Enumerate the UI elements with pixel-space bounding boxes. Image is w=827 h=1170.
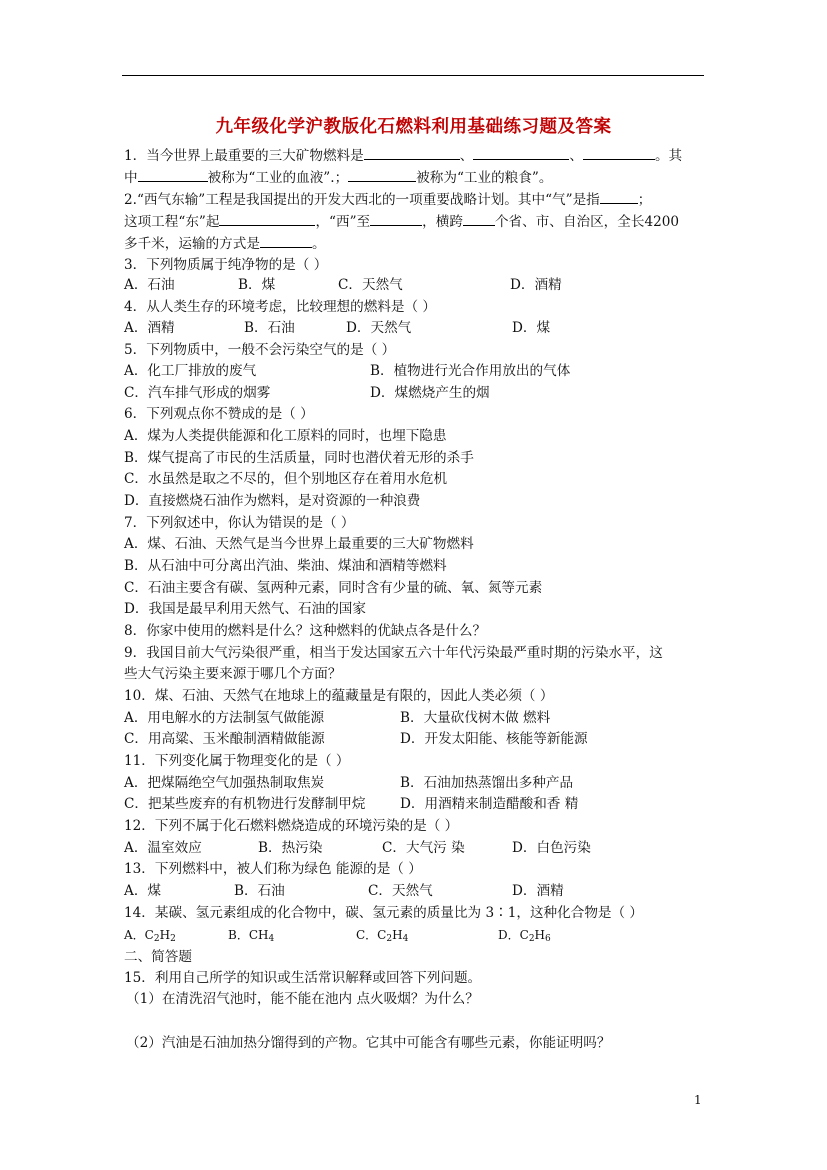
option-a: A．把煤隔绝空气加强热制取焦炭 bbox=[124, 775, 325, 791]
q10-options-1 bbox=[124, 709, 550, 727]
option-c: C．天然气 bbox=[338, 277, 403, 293]
option-b: B．植物进行光合作用放出的气体 bbox=[370, 363, 571, 379]
option-d: D．酒精 bbox=[512, 883, 564, 899]
q2-line1 bbox=[124, 190, 651, 209]
option-d: D．酒精 bbox=[510, 277, 562, 293]
option-d: D．用酒精来制造醋酸和香 精 bbox=[400, 796, 579, 812]
option-a: A．$C_2H_2$ bbox=[124, 928, 176, 944]
option-a: A．煤 bbox=[124, 883, 162, 899]
option-c: C．石油主要含有碳、氢两种元素，同时含有少量的硫、氧、氮等元素 bbox=[124, 580, 543, 596]
header-rule bbox=[122, 75, 704, 76]
option-d: D．$C_2H_6$ bbox=[498, 928, 551, 944]
q1-sep: 、 bbox=[569, 148, 583, 164]
option-c: C．天然气 bbox=[368, 883, 433, 899]
q10-stem: 10．煤、石油、天然气在地球上的蕴藏量是有限的，因此人类必须（ ） bbox=[124, 688, 554, 704]
q2-blank-1[interactable] bbox=[600, 190, 638, 204]
q1-text: 。其 bbox=[654, 148, 683, 164]
q11-options-2 bbox=[124, 795, 578, 813]
q5-options-2 bbox=[124, 384, 490, 402]
q12-options bbox=[124, 839, 591, 857]
option-c: C．汽车排气形成的烟雾 bbox=[124, 385, 271, 401]
q10-options-2 bbox=[124, 730, 588, 748]
option-a: A．煤为人类提供能源和化工原料的同时，也埋下隐患 bbox=[124, 428, 447, 444]
q13-options bbox=[124, 882, 564, 900]
q3-stem: 3．下列物质属于纯净物的是（ ） bbox=[124, 257, 328, 273]
q6-stem: 6．下列观点你不赞成的是（ ） bbox=[124, 406, 314, 422]
option-b: B．热污染 bbox=[258, 840, 323, 856]
q12-stem: 12．下列不属于化石燃料燃烧造成的环境污染的是（ ） bbox=[124, 818, 459, 834]
q2-text: 个省、市、自治区，全长4200 bbox=[494, 214, 680, 230]
option-b: B．石油 bbox=[234, 883, 285, 899]
q1-line2 bbox=[124, 168, 552, 187]
q15-part2: （2）汽油是石油加热分馏得到的产物。它其中可能含有哪些元素，你能证明吗？ bbox=[126, 1035, 611, 1051]
option-a: A．石油 bbox=[124, 277, 175, 293]
q4-options bbox=[124, 319, 550, 337]
q1-text: 被称为“工业的血液”.； bbox=[207, 170, 349, 186]
option-b: B．从石油中可分离出汽油、柴油、煤油和酒精等燃料 bbox=[124, 558, 447, 574]
option-d: D．开发太阳能、核能等新能源 bbox=[400, 731, 588, 747]
option-d: D．煤燃烧产生的烟 bbox=[370, 385, 490, 401]
q2-blank-2[interactable] bbox=[219, 212, 315, 226]
q2-text: ，“西”至 bbox=[315, 214, 371, 230]
q9-stem-1: 9．我国目前大气污染很严重，相当于发达国家五六十年代污染最严重时期的污染水平，这 bbox=[124, 645, 663, 661]
q1-text: 中 bbox=[124, 170, 138, 186]
option-d: D．我国是最早利用天然气、石油的国家 bbox=[124, 601, 366, 617]
q2-text: ； bbox=[637, 192, 652, 208]
q15-part1: （1）在清洗沼气池时，能不能在池内 点火吸烟？为什么？ bbox=[126, 991, 479, 1007]
page-number: 1 bbox=[694, 1093, 702, 1107]
q2-line2 bbox=[124, 212, 679, 231]
document-title: 九年级化学沪教版化石燃料利用基础练习题及答案 bbox=[215, 117, 612, 137]
q14-options bbox=[124, 926, 551, 948]
q2-text: 2.“西气东输”工程是我国提出的开发大西北的一项重要战略计划。其中“气”是指 bbox=[124, 192, 600, 208]
q11-options-1 bbox=[124, 774, 573, 792]
q8-stem: 8．你家中使用的燃料是什么？这种燃料的优缺点各是什么？ bbox=[124, 623, 487, 639]
q13-stem: 13．下列燃料中，被人们称为绿色 能源的是（ ） bbox=[124, 861, 422, 877]
q5-options-1 bbox=[124, 362, 570, 380]
option-c: C．$C_2H_4$ bbox=[356, 928, 409, 944]
q1-line1 bbox=[124, 146, 682, 165]
option-d: D．白色污染 bbox=[512, 840, 591, 856]
option-b: B．大量砍伐树木做 燃料 bbox=[400, 710, 551, 726]
q9-stem-2: 些大气污染主要来源于哪几个方面？ bbox=[124, 666, 342, 682]
option-c: D．天然气 bbox=[346, 320, 412, 336]
option-d: D．煤 bbox=[512, 320, 551, 336]
q1-blank-4[interactable] bbox=[138, 168, 208, 182]
option-c: C．水虽然是取之不尽的，但个别地区存在着用水危机 bbox=[124, 471, 448, 487]
option-a: A．煤、石油、天然气是当今世界上最重要的三大矿物燃料 bbox=[124, 536, 474, 552]
q1-blank-1[interactable] bbox=[364, 146, 460, 160]
q2-blank-4[interactable] bbox=[463, 212, 495, 226]
q1-blank-3[interactable] bbox=[583, 146, 655, 160]
q2-blank-5[interactable] bbox=[260, 234, 312, 248]
option-d: D．直接燃烧石油作为燃料，是对资源的一种浪费 bbox=[124, 493, 421, 509]
option-b: B．$CH_4$ bbox=[228, 928, 275, 944]
q7-stem: 7．下列叙述中，你认为错误的是（ ） bbox=[124, 515, 355, 531]
section-title: 二、简答题 bbox=[124, 949, 192, 965]
q2-blank-3[interactable] bbox=[370, 212, 422, 226]
q2-text: 这项工程“东”起 bbox=[124, 214, 220, 230]
q4-stem: 4．从人类生存的环境考虑，比较理想的燃料是（ ） bbox=[124, 299, 437, 315]
q11-stem: 11．下列变化属于物理变化的是（ ） bbox=[124, 753, 350, 769]
option-b: B．石油加热蒸馏出多种产品 bbox=[400, 775, 574, 791]
q15-stem: 15．利用自己所学的知识或生活常识解释或回答下列问题。 bbox=[124, 970, 482, 986]
q1-text: 1．当今世界上最重要的三大矿物燃料是 bbox=[124, 148, 364, 164]
q3-options bbox=[124, 276, 562, 294]
option-c: C．大气污 染 bbox=[382, 840, 465, 856]
q1-text: 被称为“工业的粮食”。 bbox=[416, 170, 553, 186]
q1-sep: 、 bbox=[459, 148, 474, 164]
q2-line3 bbox=[124, 234, 326, 253]
option-b: B．煤气提高了市民的生活质量，同时也潜伏着无形的杀手 bbox=[124, 450, 474, 466]
option-b: B．石油 bbox=[244, 320, 295, 336]
q14-stem: 14．某碳、氢元素组成的化合物中，碳、氢元素的质量比为 3∶1，这种化合物是（ ） bbox=[124, 905, 644, 921]
option-c: C．把某些废弃的有机物进行发酵制甲烷 bbox=[124, 796, 366, 812]
q2-text: 多千米，运输的方式是 bbox=[124, 236, 260, 252]
q2-text: ，横跨 bbox=[422, 214, 463, 230]
option-a: A．用电解水的方法制氢气做能源 bbox=[124, 710, 325, 726]
option-b: B．煤 bbox=[238, 277, 276, 293]
option-a: A．酒精 bbox=[124, 320, 175, 336]
q5-stem: 5．下列物质中，一般不会污染空气的是（ ） bbox=[124, 342, 396, 358]
option-c: C．用高粱、玉米酿制酒精做能源 bbox=[124, 731, 325, 747]
q1-blank-2[interactable] bbox=[473, 146, 569, 160]
option-a: A．化工厂排放的废气 bbox=[124, 363, 257, 379]
q2-text: 。 bbox=[311, 236, 326, 252]
option-a: A．温室效应 bbox=[124, 840, 202, 856]
q1-blank-5[interactable] bbox=[348, 168, 416, 182]
